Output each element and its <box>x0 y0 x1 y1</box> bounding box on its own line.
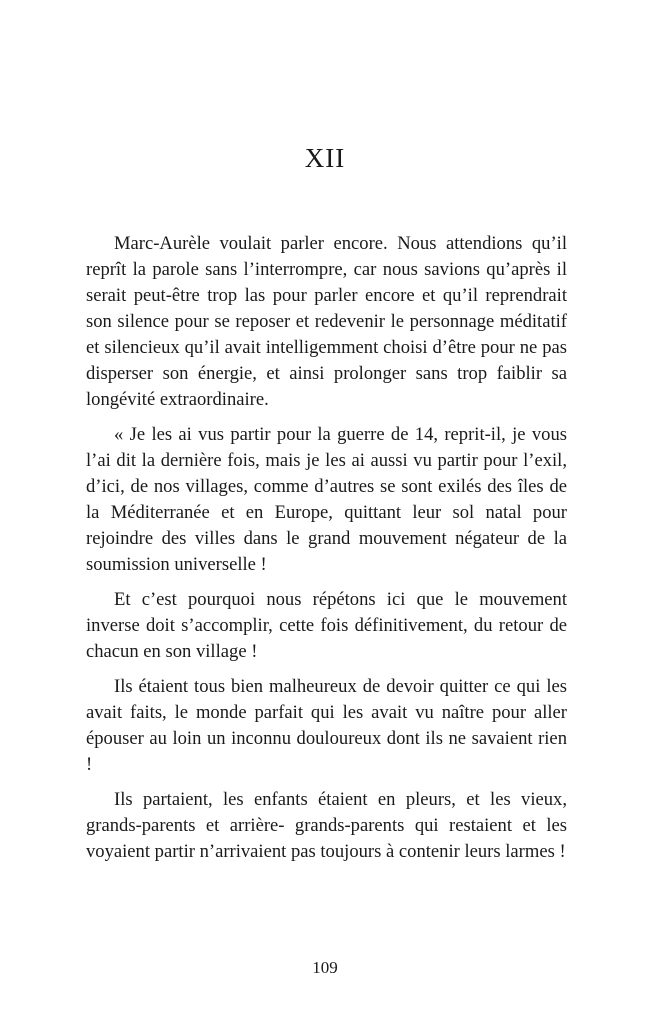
paragraph: Marc-Aurèle voulait parler encore. Nous attendions qu’il reprît la parole sans l’interrompre, car nous savions qu’après il serait peut-être trop las pour parler encore et qu’il reprendrait son silence pour se reposer et redevenir le personnage méditatif et silencieux qu’il avait intelligemment choisi d’être pour ne pas disperser son énergie, et ainsi prolonger sans trop faiblir sa longévité extraordinaire. <box>86 233 567 410</box>
paragraph: Ils étaient tous bien malheureux de devoir quitter ce qui les avait faits, le monde parfait qui les avait vu naître pour aller épouser au loin un inconnu douloureux dont ils ne savaient rien ! <box>86 676 567 775</box>
paragraph: Ils partaient, les enfants étaient en pleurs, et les vieux, grands-parents et arrière- grands-parents qui restaient et les voyaient partir n’arrivaient pas toujours à contenir leurs larmes ! <box>86 789 567 862</box>
chapter-title: XII <box>304 143 346 173</box>
page-number: 109 <box>312 958 338 977</box>
body-text <box>86 231 567 874</box>
paragraph: Et c’est pourquoi nous répétons ici que le mouvement inverse doit s’accomplir, cette fois définitivement, du retour de chacun en son village ! <box>86 589 567 662</box>
paragraph: « Je les ai vus partir pour la guerre de 14, reprit-il, je vous l’ai dit la dernière fois, mais je les ai aussi vu partir pour l’exil, d’ici, de nos villages, comme d’autres se sont exilés des îles de la Méditerranée et en Europe, quittant leur sol natal pour rejoindre des villes dans le grand mouvement négateur de la soumission universelle ! <box>86 424 567 575</box>
